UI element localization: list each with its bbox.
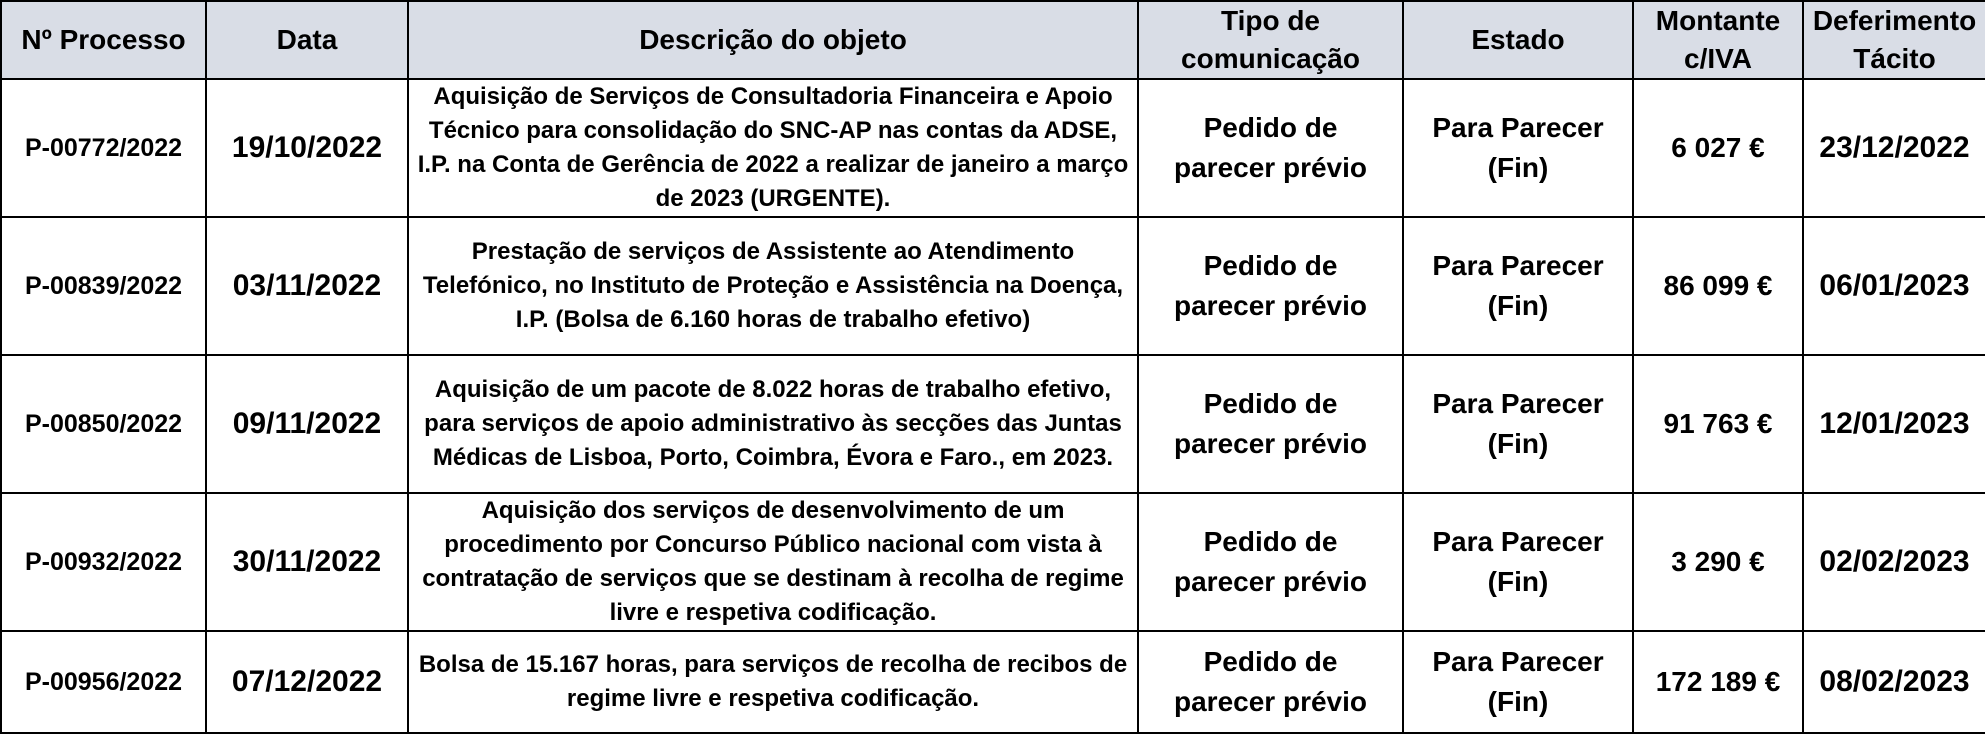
- cell-tipo-line2: parecer prévio: [1174, 428, 1367, 459]
- cell-deferimento: 02/02/2023: [1803, 493, 1985, 631]
- cell-montante: 86 099 €: [1633, 217, 1803, 355]
- cell-deferimento: 23/12/2022: [1803, 79, 1985, 217]
- cell-data: 30/11/2022: [206, 493, 408, 631]
- cell-processo: P-00772/2022: [1, 79, 206, 217]
- table-row: [1, 355, 1985, 493]
- cell-tipo-line1: Pedido de: [1203, 112, 1338, 143]
- cell-montante: 91 763 €: [1633, 355, 1803, 493]
- cell-estado: [1403, 631, 1633, 733]
- cell-processo: P-00956/2022: [1, 631, 206, 733]
- cell-montante: 172 189 €: [1633, 631, 1803, 733]
- cell-descricao: Aquisição dos serviços de desenvolvimento de um procedimento por Concurso Público nacional com vista à contratação de serviços que se destinam à recolha de regime livre e respetiva codificação.: [408, 493, 1138, 631]
- header-row: [1, 1, 1985, 79]
- cell-estado: [1403, 355, 1633, 493]
- cell-descricao: Bolsa de 15.167 horas, para serviços de recolha de recibos de regime livre e respetiva codificação.: [408, 631, 1138, 733]
- cell-tipo: [1138, 355, 1403, 493]
- cell-descricao: Prestação de serviços de Assistente ao Atendimento Telefónico, no Instituto de Proteção e Assistência na Doença, I.P. (Bolsa de 6.160 horas de trabalho efetivo): [408, 217, 1138, 355]
- cell-estado-line2: (Fin): [1487, 566, 1549, 597]
- cell-estado-line2: (Fin): [1487, 290, 1549, 321]
- header-deferimento-line1: Deferimento: [1812, 5, 1977, 36]
- cell-tipo-line2: parecer prévio: [1174, 566, 1367, 597]
- header-montante-line2: c/IVA: [1684, 43, 1752, 74]
- header-estado: Estado: [1403, 1, 1633, 79]
- cell-processo: P-00850/2022: [1, 355, 206, 493]
- cell-deferimento: 08/02/2023: [1803, 631, 1985, 733]
- cell-estado-line2: (Fin): [1487, 686, 1549, 717]
- cell-tipo: [1138, 79, 1403, 217]
- cell-estado-line1: Para Parecer: [1432, 250, 1604, 281]
- cell-tipo-line1: Pedido de: [1203, 250, 1338, 281]
- cell-estado-line2: (Fin): [1487, 428, 1549, 459]
- cell-tipo: [1138, 217, 1403, 355]
- cell-deferimento: 06/01/2023: [1803, 217, 1985, 355]
- header-data: Data: [206, 1, 408, 79]
- header-tipo: [1138, 1, 1403, 79]
- cell-descricao: Aquisição de Serviços de Consultadoria Financeira e Apoio Técnico para consolidação do SNC-AP nas contas da ADSE, I.P. na Conta de Gerência de 2022 a realizar de janeiro a março de 2023 (URGENTE).: [408, 79, 1138, 217]
- cell-montante: 6 027 €: [1633, 79, 1803, 217]
- header-deferimento-line2: Tácito: [1853, 43, 1936, 74]
- cell-tipo: [1138, 493, 1403, 631]
- cell-data: 03/11/2022: [206, 217, 408, 355]
- cell-processo: P-00839/2022: [1, 217, 206, 355]
- cell-data: 09/11/2022: [206, 355, 408, 493]
- cell-processo: P-00932/2022: [1, 493, 206, 631]
- table-header: [1, 1, 1985, 79]
- cell-tipo-line2: parecer prévio: [1174, 290, 1367, 321]
- cell-tipo-line2: parecer prévio: [1174, 686, 1367, 717]
- table-row: [1, 217, 1985, 355]
- table-row: [1, 631, 1985, 733]
- cell-estado: [1403, 217, 1633, 355]
- table-row: [1, 493, 1985, 631]
- table-row: [1, 79, 1985, 217]
- cell-tipo-line1: Pedido de: [1203, 526, 1338, 557]
- cell-estado-line1: Para Parecer: [1432, 646, 1604, 677]
- cell-data: 07/12/2022: [206, 631, 408, 733]
- header-tipo-line2: comunicação: [1181, 43, 1360, 74]
- header-processo: Nº Processo: [1, 1, 206, 79]
- cell-tipo-line1: Pedido de: [1203, 646, 1338, 677]
- header-deferimento: [1803, 1, 1985, 79]
- cell-estado-line1: Para Parecer: [1432, 526, 1604, 557]
- header-tipo-line1: Tipo de: [1220, 5, 1321, 36]
- cell-tipo: [1138, 631, 1403, 733]
- cell-estado: [1403, 79, 1633, 217]
- table-body: [1, 79, 1985, 733]
- cell-tipo-line2: parecer prévio: [1174, 152, 1367, 183]
- cell-montante: 3 290 €: [1633, 493, 1803, 631]
- header-descricao: Descrição do objeto: [408, 1, 1138, 79]
- header-montante: [1633, 1, 1803, 79]
- cell-estado-line2: (Fin): [1487, 152, 1549, 183]
- cell-estado-line1: Para Parecer: [1432, 112, 1604, 143]
- cell-data: 19/10/2022: [206, 79, 408, 217]
- cell-descricao: Aquisição de um pacote de 8.022 horas de trabalho efetivo, para serviços de apoio administrativo às secções das Juntas Médicas de Lisboa, Porto, Coimbra, Évora e Faro., em 2023.: [408, 355, 1138, 493]
- cell-estado: [1403, 493, 1633, 631]
- header-montante-line1: Montante: [1655, 5, 1781, 36]
- cell-estado-line1: Para Parecer: [1432, 388, 1604, 419]
- cell-deferimento: 12/01/2023: [1803, 355, 1985, 493]
- cell-tipo-line1: Pedido de: [1203, 388, 1338, 419]
